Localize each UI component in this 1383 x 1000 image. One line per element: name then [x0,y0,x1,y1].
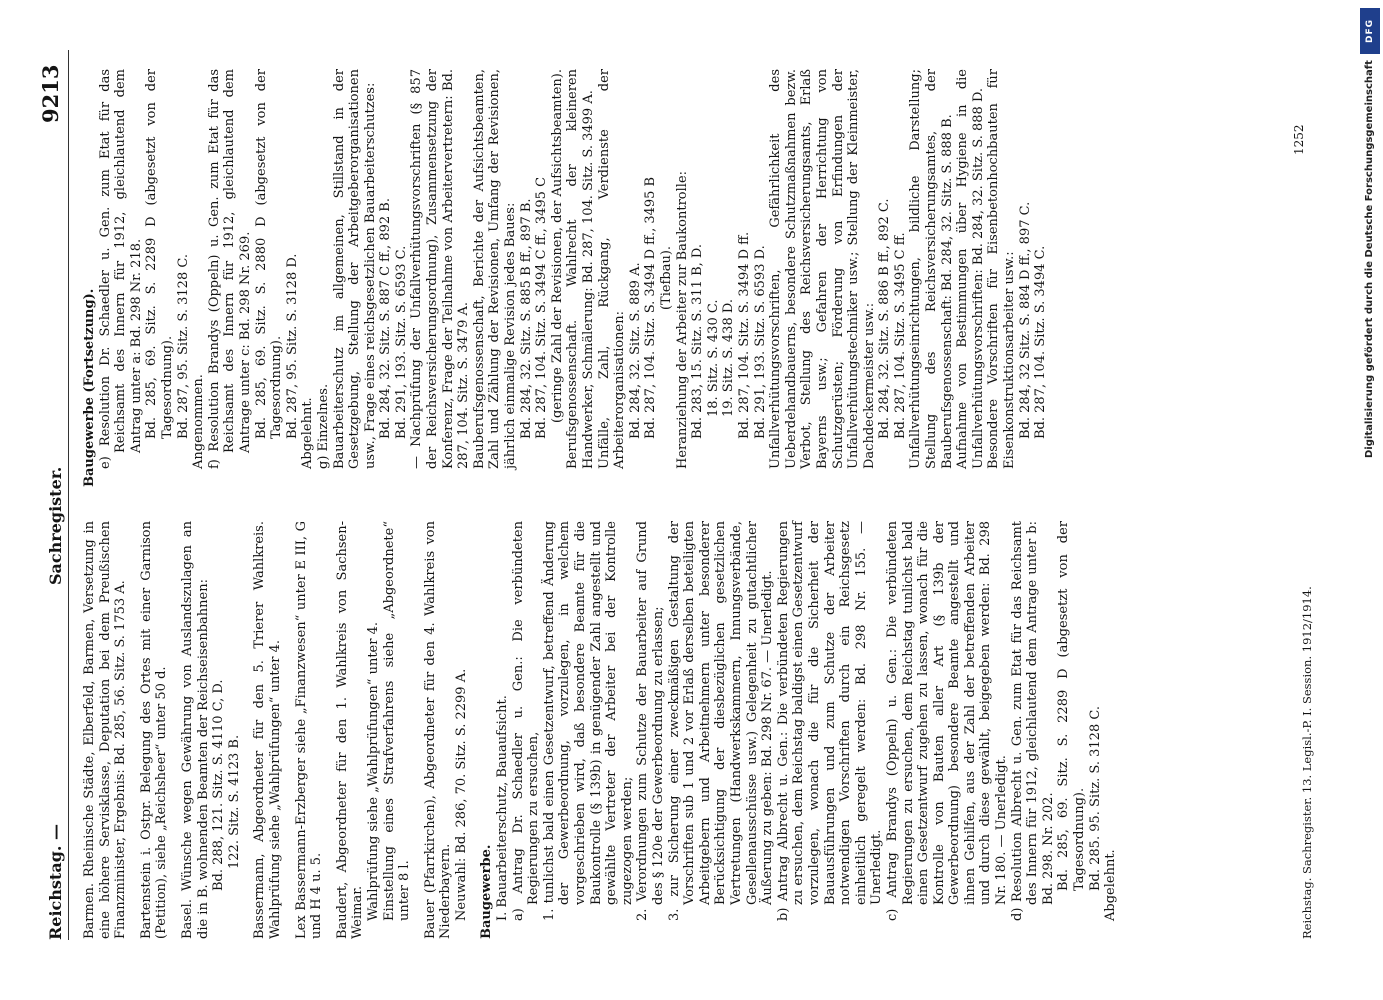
section-heading: I. Bauarbeiterschutz, Bauaufsicht. [495,695,511,921]
dfg-logo: DFG [1360,8,1380,54]
citation-line: Bd. 285, 69. Sitz. S. 2880 D (abgesetzt von der Tagesordnung). [253,69,285,439]
entry-lex-bassermann: Lex Bassermann-Erzberger siehe „Finanzwesen“ unter E III, G und H 4 u. 5. [293,521,325,939]
entry-bauer: Bauer (Pfarrkirchen), Abgeordneter für den 4. Wahlkreis von Niederbayern. [422,521,454,939]
entry-baugewerbe-heading: Baugewerbe. [479,844,495,939]
topic-entry: Aufnahme von Bestimmungen über Hygiene in die Unfallverhütungsvorschriften: Bd. 284, 32. Sitz. S. 888 D. [955,69,986,469]
citation-line: Bd. 285. 95. Sitz. S. 3128 C. [1087,706,1103,891]
citation-line: Bd. 287, 104. Sitz. S. 3494 D ff. [736,231,752,439]
topic-entry: Heranziehung der Arbeiter zur Baukontrolle: [674,170,690,469]
result-line: Angenommen. [191,374,207,469]
sub-entry-f: f) Resolution Brandys (Oppeln) u. Gen. zum Etat für das Reichsamt des Innern für 1912, gleichlautend dem Antrage unter c: Bd. 298 Nr. 269. [206,69,253,469]
entry-barmen: Barmen. Rheinische Städte, Elberfeld, Barmen, Versetzung in eine höhere Servisklasse, Deputation bei dem Preußischen Finanzminister, Ergebnis: Bd. 285, 56. Sitz. S. 1753 A. [82,521,129,939]
sub-entry-a: a) Antrag Dr. Schaedler u. Gen.: Die verbündeten Regierungen zu ersuchen, [510,521,542,921]
citation-line: Bd. 287, 104. Sitz. S. 3494 D ff., 3495 B [643,176,659,439]
footer-imprint: Reichstag. Sachregister. 13. Legisl.-P. I. Session. 1912/1914. [1300,586,1314,939]
citation-line: 122. Sitz. S. 4123 B. [226,734,242,869]
citation-line: Bd. 284, 32 Sitz. S. 884 D ff., 897 C. [1017,201,1033,439]
citation-line: Bd. 284, 32. Sitz. S. 886 B ff., 892 C. [877,198,893,439]
sub-entry: Wahlprüfung siehe „Wahlprüfungen“ unter 4. [365,622,381,921]
citation-line: 18. Sitz. S. 430 C. [705,299,721,417]
citation-line: Bd. 287, 95. Sitz. S. 3128 C. [175,254,191,439]
continuation-heading: Baugewerbe (Fortsetzung). [82,288,97,487]
citation-line: 19. Sitz. S. 438 D. [721,299,737,417]
topic-entry: — Nachprüfung der Unfallverhütungsvorschriften (§ 857 der Reichsversicherungsordnung), Zusammensetzung der Konferenz, Frage der Teilnahme von Arbeitervertretern: Bd. 287, 104. Sitz. S. 3479 A. [409,69,472,469]
citation-note: (Tiefbau). [658,245,674,311]
topic-entry: Unfälle, Zahl, Rückgang, Verdienste der Arbeiterorganisationen: [596,69,628,469]
digitization-note: Digitalisierung gefördert durch die Deutsche Forschungsgemeinschaft [1364,60,1375,458]
topic-entry: Besondere Vorschriften für Eisenbetonhochbauten für Eisenkonstruktionsarbeiter usw.: [986,69,1018,469]
citation-line: Bd. 291, 193. Sitz. S. 6593 C. [393,245,409,439]
citation-line: Bd. 287, 104. Sitz. S. 3495 C ff. [892,232,908,439]
list-item-1: 1. tunlichst bald einen Gesetzentwurf, betreffend Änderung der Gewerbeordnung, vorzulegen, in welchem vorgeschrieben wird, daß besondere Beamte für die Baukontrolle (§ 139b) in genügender Zahl angestellt und gewählte Vertreter der Arbeiter bei der Kontrolle zugezogen werden; [541,521,635,921]
citation-line: Bd. 284, 32. Sitz. S. 887 C ff., 892 B. [378,198,394,439]
citation-note: (geringe Zahl der Revisionen, der Aufsichtsbeamten). [549,69,565,424]
header-rule [68,50,69,940]
result-line: Abgelehnt. [1103,849,1119,921]
running-head-sachregister: Sachregister. [46,466,65,585]
right-column [82,69,1049,487]
sub-entry-g: g) Einzelnes. [315,383,331,469]
entry-basel: Basel. Wünsche wegen Gewährung von Auslandszulagen an die in B. wohnenden Beamten der Reichseisenbahnen: [179,521,211,939]
entry-bartenstein: Bartenstein i. Ostpr. Belegung des Ortes mit einer Garnison (Petition), siehe „Reichsheer“ unter 50 d. [138,521,170,939]
citation-line: Bd. 284, 32. Sitz. S. 885 B ff., 897 B. [518,198,534,439]
digitization-sidebar [1356,0,1383,1000]
entry-bassermann: Bassermann, Abgeordneter für den 5. Trierer Wahlkreis. Wahlprüfung siehe „Wahlprüfungen“ unter 4. [252,521,283,939]
sheet-number: 1252 [1292,124,1306,155]
result-line: Abgelehnt. [300,397,316,469]
citation-line: Bd. 288, 121. Sitz. S. 4110 C, D. [211,679,227,891]
citation-line: Bd. 283, 15. Sitz. S. 311 B, D. [690,244,706,439]
citation-line: Bd. 285, 69. Sitz. S. 2289 D (abgesetzt von der Tagesordnung). [1056,521,1088,891]
citation-line: Bd. 287, 104. Sitz. S. 3494 C. [1033,245,1049,439]
topic-entry: Berufsgenossenschaft. Wahlrecht der kleineren Handwerker, Schmälerung: Bd. 287, 104. Sitz. S. 3499 A. [565,69,596,469]
sub-entry: Neuwahl: Bd. 286, 70. Sitz. S. 2299 A. [453,668,469,921]
topic-entry: Unfallverhütungseinrichtungen, bildliche Darstellung; Stellung des Reichsversicherungsamtes, der Bauberufsgenossenschaft: Bd. 284, 32. Sitz. S. 888 B. [908,69,955,469]
sub-entry-c: c) Antrag Brandys (Oppeln) u. Gen.: Die verbündeten Regierungen zu ersuchen, dem Reichstag tunlichst bald einen Gesetzentwurf zugehen zu lassen, wonach für die Kontrolle von Bauten aller Art (§ 139b der Gewerbeordnung) besondere Beamte angestellt und ihnen Gehilfen, aus der Zahl der betreffenden Arbeiter und durch diese gewählt, beigegeben werden: Bd. 298 Nr. 180. — Unerledigt. [884,521,1010,921]
citation-line: Bd. 291, 193. Sitz. S. 6593 D. [752,245,768,439]
citation-line: Bd. 285, 69. Sitz. S. 2289 D (abgesetzt von der Tagesordnung). [144,69,175,439]
sub-entry-b: b) Antrag Albrecht u. Gen.: Die verbündeten Regierungen zu ersuchen, dem Reichstag baldigst einen Gesetzentwurf vorzulegen, wonach die für die Sicherheit der Bauausführungen und zum Schutze der Arbeiter notwendigen Vorschriften durch ein Reichsgesetz einheitlich geregelt werden: Bd. 298 Nr. 155. — Unerledigt. [775,521,885,921]
citation-line: Bd. 284, 32. Sitz. S. 889 A. [627,262,643,439]
citation-line: Bd. 287, 104. Sitz. S. 3494 C ff., 3495 C [534,176,550,439]
topic-entry: Unfallverhütungsvorschriften, Gefährlichkeit des Ueberdehandbauerns, besondere Schutzmaßnahmen bezw. Verbot, Stellung des Reichsversicherungsamts, Erlaß Bayerns usw.; Gefahren der Herrichtung von Schutzgerüsten; Förderung von Erfindungen der Unfallverhütungstechniker usw.; Stellung der Kleinmeister, Dachdeckermeister usw.: [768,69,877,469]
list-item-2: 2. Verordnungen zum Schutze der Bauarbeiter auf Grund des § 120e der Gewerbeordnung zu erlassen; [635,521,666,921]
page-number: 9213 [38,64,63,123]
topic-entry: Bauberufsgenossenschaft, Berichte der Aufsichtsbeamten, Zahl und Zählung der Revisionen, Umfang der Revisionen, jährlich einmalige Revision jedes Baues: [471,69,519,469]
sub-entry: Einstellung eines Strafverfahrens siehe „Abgeordnete“ unter 8 l. [381,521,413,921]
citation-line: Bd. 287, 95. Sitz. S. 3128 D. [284,253,300,439]
entry-baudert: Baudert, Abgeordneter für den 1. Wahlkreis von Sachsen-Weimar. [334,521,366,939]
running-head-reichstag: Reichstag. — [46,823,65,940]
sub-entry-d: d) Resolution Albrecht u. Gen. zum Etat für das Reichsamt des Innern für 1912, gleichlautend dem Antrage unter b: Bd. 298. Nr. 202. [1009,521,1056,921]
list-item-3: 3. zur Sicherung einer zweckmäßigen Gestaltung der Vorschriften sub 1 und 2 vor Erlaß derselben beteiligten Arbeitgebern und Arbeitnehmern unter besonderer Berücksichtigung der diesbezüglichen gesetzlichen Vertretungen (Handwerkskammern, Innungsverbände, Gesellenausschüsse usw.) Gelegenheit zu gutachtlicher Äußerung zu geben: Bd. 298 Nr. 67. — Unerledigt. [666,521,776,921]
left-column [82,521,1119,939]
sub-entry-e: e) Resolution Dr. Schaedler u. Gen. zum Etat für das Reichsamt des Innern für 1912, gleichlautend dem Antrag unter a: Bd. 298 Nr. 218. [97,69,144,469]
topic-entry: Bauarbeiterschutz im allgemeinen, Stillstand in der Gesetzgebung, Stellung der Arbeitgeberorganisationen usw., Frage eines reichsgesetzlichen Bauarbeiterschutzes: [331,69,378,469]
